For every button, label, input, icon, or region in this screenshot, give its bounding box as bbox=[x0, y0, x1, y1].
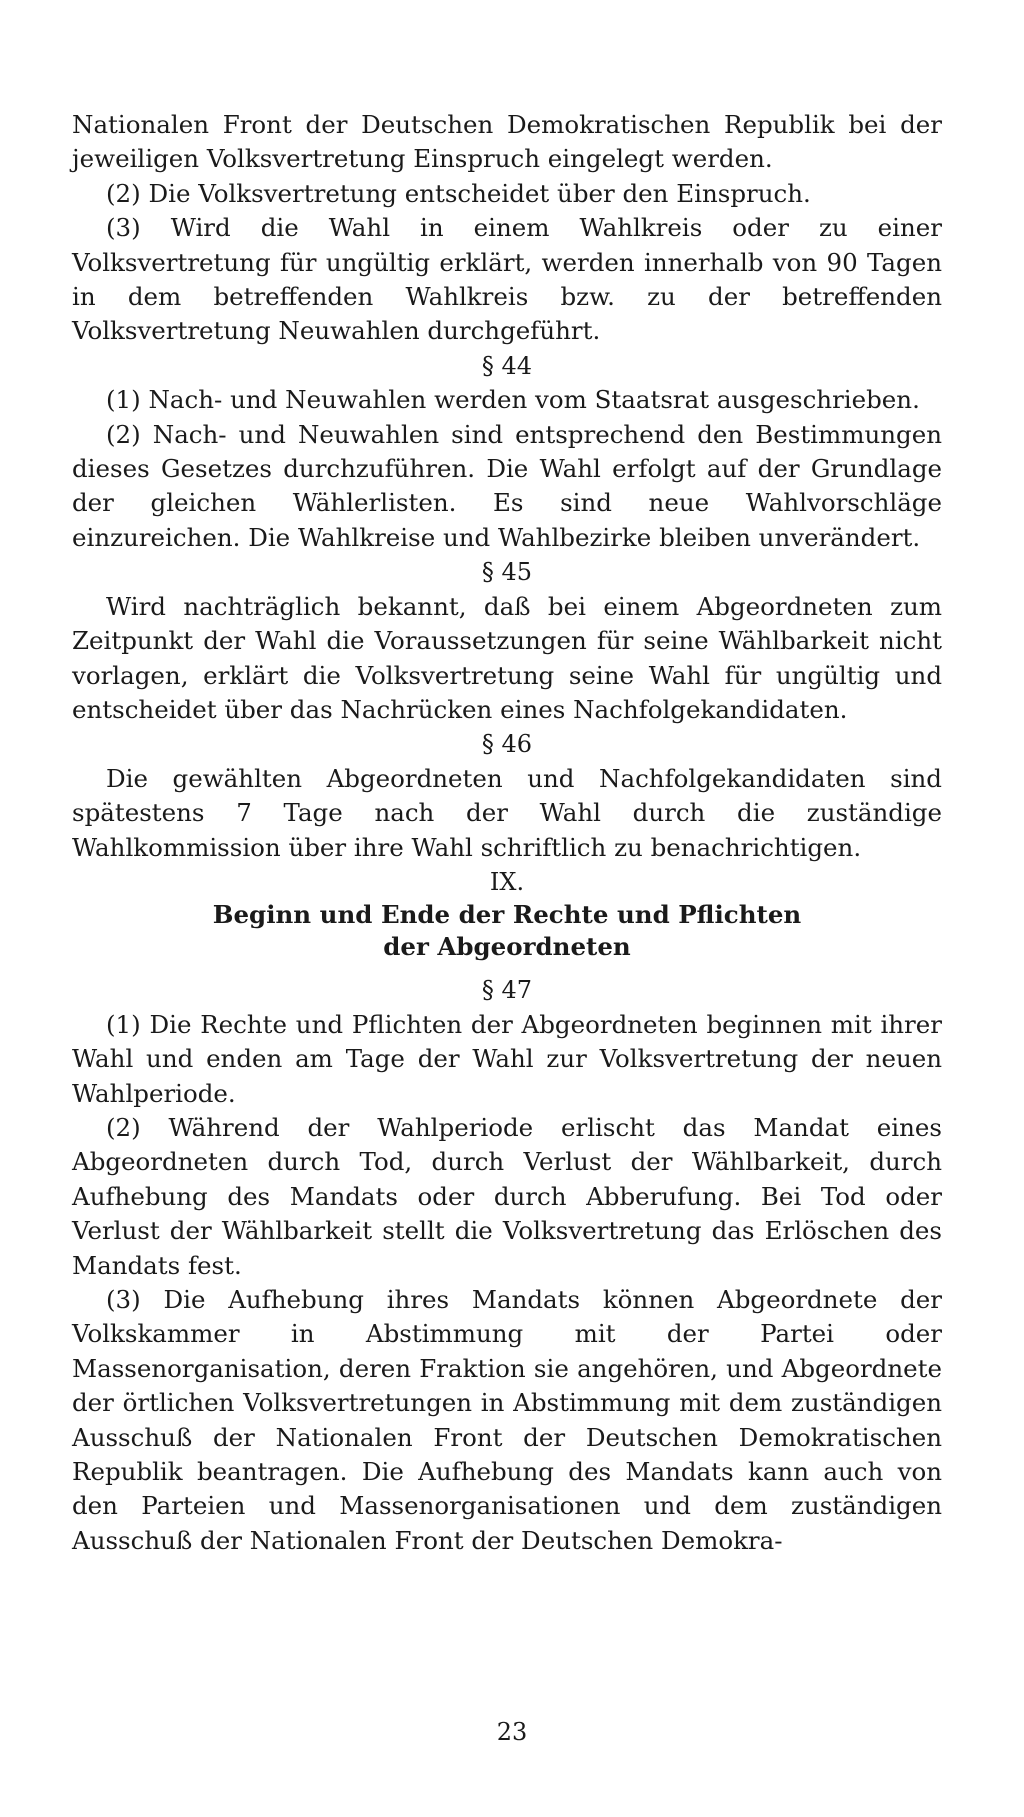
section-heading-45: § 45 bbox=[481, 558, 533, 587]
section-46-paragraph-1: Die gewählten Abgeordneten und Nachfolgekandidaten sind spätestens 7 Tage nach der Wahl durch die zuständige Wahlkommission über ihre Wahl schriftlich zu benachrichtigen. bbox=[72, 763, 942, 862]
section-44-paragraph-1: (1) Nach- und Neuwahlen werden vom Staatsrat ausgeschrieben. bbox=[106, 385, 920, 415]
chapter-number: IX. bbox=[489, 867, 525, 896]
section-heading-44: § 44 bbox=[481, 351, 533, 380]
intro-paragraph-1: Nationalen Front der Deutschen Demokratischen Republik bei der jeweiligen Volksvertretung Einspruch eingelegt werden. bbox=[72, 110, 942, 174]
section-44-paragraph-2: (2) Nach- und Neuwahlen sind entsprechend den Bestimmungen dieses Gesetzes durchzuführen. Die Wahl erfolgt auf der Grundlage der gleichen Wählerlisten. Es sind neue Wahlvorschläge einzureichen. Die Wahlkreise und Wahlbezirke bleiben unverändert. bbox=[72, 419, 942, 552]
intro-paragraph-2: (2) Die Volksvertretung entscheidet über den Einspruch. bbox=[106, 178, 811, 208]
section-heading-47: § 47 bbox=[481, 976, 533, 1005]
section-heading-46: § 46 bbox=[481, 730, 533, 759]
section-45-paragraph-1: Wird nachträglich bekannt, daß bei einem Abgeordneten zum Zeitpunkt der Wahl die Voraussetzungen für seine Wählbarkeit nicht vorlagen, erklärt die Volksvertretung seine Wahl für ungültig und entscheidet über das Nachrücken eines Nachfolgekandidaten. bbox=[72, 591, 942, 724]
chapter-title-line-2: der Abgeordneten bbox=[383, 932, 631, 962]
chapter-title bbox=[72, 899, 942, 963]
section-47-paragraph-2: (2) Während der Wahlperiode erlischt das Mandat eines Abgeordneten durch Tod, durch Verlust der Wählbarkeit, durch Aufhebung des Mandats oder durch Abberufung. Bei Tod oder Verlust der Wählbarkeit stellt die Volksvertretung das Erlöschen des Mandats fest. bbox=[72, 1112, 942, 1280]
page-number: 23 bbox=[496, 1718, 528, 1746]
intro-paragraph-3: (3) Wird die Wahl in einem Wahlkreis oder zu einer Volksvertretung für ungültig erklärt, werden innerhalb von 90 Tagen in dem betreffenden Wahlkreis bzw. zu der betreffenden Volksvertretung Neuwahlen durchgeführt. bbox=[72, 213, 942, 346]
document-page bbox=[72, 108, 942, 1558]
section-47-paragraph-1: (1) Die Rechte und Pflichten der Abgeordneten beginnen mit ihrer Wahl und enden am Tage der Wahl zur Volksvertretung der neuen Wahlperiode. bbox=[72, 1009, 942, 1108]
section-47-paragraph-3: (3) Die Aufhebung ihres Mandats können Abgeordnete der Volkskammer in Abstimmung mit der Partei oder Massenorganisation, deren Fraktion sie angehören, und Abgeordnete der örtlichen Volksvertretungen in Abstimmung mit dem zuständigen Ausschuß der Nationalen Front der Deutschen Demokratischen Republik beantragen. Die Aufhebung des Mandats kann auch von den Parteien und Massenorganisationen und dem zuständigen Ausschuß der Nationalen Front der Deutschen Demokra- bbox=[72, 1285, 942, 1555]
chapter-title-line-1: Beginn und Ende der Rechte und Pflichten bbox=[212, 900, 802, 930]
